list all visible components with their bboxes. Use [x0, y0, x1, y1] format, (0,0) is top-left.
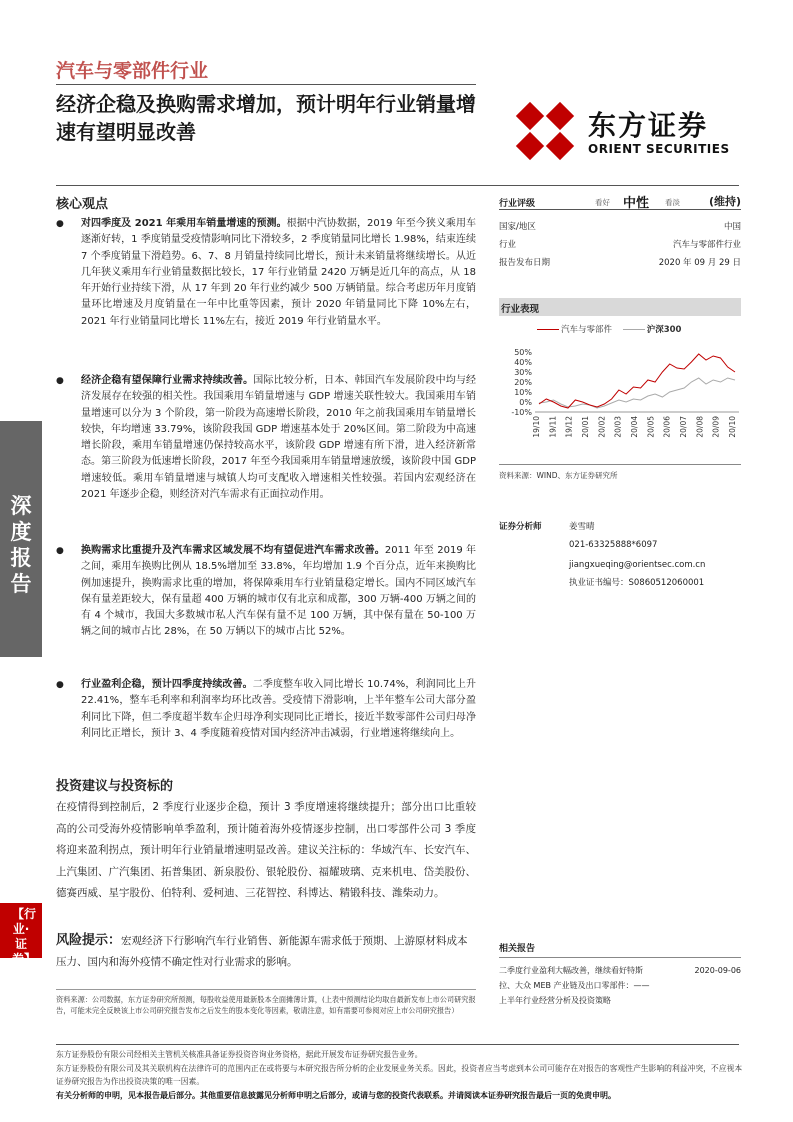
tag-label: 【行业·证券】 [12, 907, 37, 966]
bullet-dot-icon: ● [56, 680, 64, 690]
analyst-name: 姜雪晴 [569, 522, 595, 532]
main-divider [56, 185, 739, 186]
x-tick-label: 19/11 [548, 416, 558, 438]
bullet-text: 根据中汽协数据，2019 年至今狭义乘用车逐渐好转，1 季度销量受疫情影响同比下滑较多，2 季度销量同比增长 1.98%，结束连续 7 个季度销量下滑趋势。6、7、8 月销量持续同比增长，预计未来销量将继续增长。从近几年狭义乘用车行业销量数据比较长，17 年行业销量 2420 万辆是近几年的高点，从 18 年开始行业持续下滑，从 17 年到 20 年行业约减少 500 万辆销量。综合考虑历年月度销量环比增速及月度销量在一年中比重等因素，预计 2020 年销量同比下降 10%左右，2021 年行业销量同比增长 11%左右，接近 2019 年行业销量水平。 [81, 218, 476, 327]
risk-warning [56, 930, 476, 973]
x-tick-label: 20/01 [581, 416, 590, 438]
x-tick-label: 20/08 [695, 416, 705, 438]
bullet-text: 二季度整车收入同比增长 10.74%，利润同比上升 22.41%，整车毛利率和利润率均环比改善。受疫情下滑影响，上半年整车公司大部分盈利同比下降，但二季度超半数车企归母净利实现同比正增长，接近半数零部件公司归母净利同比正增长，预计 3、4 季度随着疫情对国内经济冲击减弱，行业增速将继续向上。 [81, 679, 477, 739]
bullet-paragraph [81, 543, 476, 641]
x-tick-label: 19/12 [564, 416, 574, 438]
info-key: 报告发布日期 [499, 258, 551, 268]
tag-sidebar [0, 903, 42, 966]
y-tick-label: 20% [514, 378, 532, 387]
rating-current: 中性 [623, 196, 650, 211]
related-item[interactable] [499, 979, 741, 992]
y-tick-label: -10% [511, 408, 532, 417]
core-bullet-2 [56, 373, 476, 503]
core-bullet-1 [56, 216, 476, 330]
rating-maintain: (维持) [708, 195, 741, 208]
chart-divider [499, 464, 741, 465]
company-logo [514, 100, 754, 164]
investment-title: 投资建议与投资标的 [56, 779, 174, 794]
x-tick-label: 20/02 [597, 416, 607, 438]
x-tick-label: 20/03 [613, 416, 623, 438]
source-divider [56, 989, 476, 990]
y-tick-label: 30% [514, 368, 532, 377]
footer-line-1: 东方证券股份有限公司经相关主管机关核准具备证券投资咨询业务资格，据此开展发布证券研究报告业务。 [56, 1050, 423, 1059]
core-views-title: 核心观点 [56, 197, 109, 212]
header-divider [56, 84, 476, 85]
x-tick-label: 20/04 [630, 416, 639, 438]
bullet-dot-icon: ● [56, 546, 64, 556]
bullet-dot-icon: ● [56, 376, 64, 386]
related-title: 相关报告 [499, 941, 741, 958]
info-value: 汽车与零部件行业 [672, 240, 741, 250]
footer-line-2: 东方证券股份有限公司及其关联机构在法律许可的范围内正在或将要与本研究报告所分析的企业发展业务关系。因此，投资者应当考虑到本公司可能存在对报告的客观性产生影响的利益冲突，不应视本证券研究报告为作出投资决策的唯一因素。 [56, 1063, 743, 1086]
bullet-lead: 换购需求比重提升及汽车需求区域发展不均有望促进汽车需求改善。 [81, 545, 385, 556]
bullet-paragraph [81, 677, 476, 742]
rating-label: 行业评级 [499, 199, 536, 209]
legend-series-1: 汽车与零部件 [561, 325, 613, 335]
bullet-lead: 行业盈利企稳，预计四季度持续改善。 [81, 679, 253, 690]
info-key: 行业 [499, 240, 517, 250]
core-bullet-3 [56, 543, 476, 641]
risk-text: 宏观经济下行影响汽车行业销售、新能源车需求低于预期、上游原材料成本压力、国内和海外疫情不确定性对行业需求的影响。 [56, 935, 468, 968]
bullet-text: 2011 年至 2019 年之间，乘用车换购比例从 18.5%增加至 33.8%，年均增加 1.9 个百分点，近年来换购比例加速提升，换购需求比重的增加，将保障乘用车行业销量稳定增长。国内不同区域汽车保有量差距较大，保有量超 400 万辆的城市仅有北京和成都，300 万辆-400 万辆之间的有 4 个城市，我国大多数城市私人汽车保有量不足 100 万辆，其中保有量在 50-100 万辆之间的城市占比 28%，在 50 万辆以下的城市占比 52%。 [81, 545, 477, 638]
rating-opt-good: 看好 [595, 198, 610, 207]
related-item-title: 拉、大众 MEB 产业链及出口零部件：—— [499, 981, 650, 990]
bullet-paragraph [81, 216, 476, 330]
sector-title: 汽车与零部件行业 [56, 60, 209, 82]
info-value: 2020 年 09 月 29 日 [658, 258, 741, 268]
series-line-2 [539, 378, 735, 408]
info-value: 中国 [723, 222, 741, 232]
x-tick-label: 20/06 [662, 416, 672, 438]
y-tick-label: 40% [514, 358, 532, 367]
logo-en-text: ORIENT SECURITIES [588, 142, 730, 156]
bullet-text: 国际比较分析，日本、韩国汽车发展阶段中均与经济发展存在较强的相关性。我国乘用车销量增速与 GDP 增速关联性较大。我国乘用车销量增速可以分为 3 个阶段，第一阶段为高速增长阶段，2010 年之前我国乘用车销量增长较快，年均增速 33.79%，该阶段我国 GDP 增速基本处于 20%区间。第二阶段为中高速增长阶段，乘用车销量增速仍保持较高水平，该阶段 GDP 增速有所下滑，进入经济新常态。第三阶段为低速增长阶段，2017 年至今我国乘用车销量增速放缓，该阶段中国 GDP 增速较低。乘用车销量增速与城镇人均可支配收入增速相关性较强。若国内宏观经济在 2021 年逐步企稳，则经济对汽车需求有正面拉动作用。 [81, 375, 477, 501]
investment-text: 在疫情得到控制后，2 季度行业逐步企稳，预计 3 季度增速将继续提升；部分出口比重较高的公司受海外疫情影响单季盈利，预计随着海外疫情逐步控制，出口零部件公司 3 季度将迎来盈利拐点，预计明年行业销量增速明显改善。建议关注标的：华域汽车、长安汽车、上汽集团、广汽集团、拓普集团、新泉股份、银轮股份、福耀玻璃、克来机电、岱美股份、德赛西威、星宇股份、伯特利、爱柯迪、三花智控、科博达、精锻科技、潍柴动力。 [56, 801, 476, 900]
core-bullet-4 [56, 677, 476, 742]
info-key: 国家/地区 [499, 222, 536, 232]
source-note: 资料来源：公司数据，东方证券研究所预测，每股收益使用最新股本全面摊薄计算，(上表中预测结论均取自最新发布上市公司研究报告，可能未完全反映该上市公司研究报告发布之后发生的股本变化等因素，敬请注意，如有需要可参阅对应上市公司研究报告） [56, 995, 476, 1015]
x-tick-label: 19/10 [532, 416, 541, 438]
performance-title: 行业表现 [499, 298, 741, 316]
logo-cn-text: 东方证券 [588, 109, 709, 142]
legend-series-2: 沪深300 [646, 325, 682, 335]
performance-chart [499, 340, 744, 452]
analyst-role: 证券分析师 [499, 522, 542, 532]
bullet-paragraph [81, 373, 476, 503]
footer-divider [56, 1044, 739, 1045]
related-item-date: 2020-09-06 [694, 966, 741, 975]
related-item[interactable] [499, 964, 741, 977]
footer-line-3: 有关分析师的申明，见本报告最后部分。其他重要信息披露见分析师申明之后部分，或请与您的投资代表联系。并请阅读本证券研究报告最后一页的免责申明。 [56, 1090, 616, 1100]
report-headline: 经济企稳及换购需求增加，预计明年行业销量增速有望明显改善 [56, 92, 476, 144]
bullet-lead: 经济企稳有望保障行业需求持续改善。 [81, 375, 254, 386]
report-type-sidebar [0, 421, 42, 657]
x-tick-label: 20/09 [711, 416, 721, 438]
legend-line-red [537, 329, 559, 330]
x-tick-label: 20/07 [679, 416, 688, 438]
footer [56, 1048, 746, 1102]
related-reports [499, 941, 741, 1009]
analyst-phone: 021-63325888*6097 [569, 540, 658, 550]
y-tick-label: 0% [519, 398, 532, 407]
legend-line-gray [623, 329, 645, 330]
y-tick-label: 50% [514, 348, 532, 357]
risk-label: 风险提示： [56, 933, 122, 948]
bullet-dot-icon: ● [56, 219, 64, 229]
x-tick-label: 20/05 [646, 416, 656, 438]
x-tick-label: 20/10 [728, 416, 737, 438]
related-item-title: 二季度行业盈利大幅改善，继续看好特斯 [499, 966, 643, 975]
chart-legend [537, 323, 681, 335]
y-tick-label: 10% [514, 388, 532, 397]
report-type-label: 深度报告 [10, 494, 32, 596]
related-item[interactable] [499, 994, 741, 1007]
analyst-cert: 执业证书编号：S0860512060001 [569, 578, 705, 588]
chart-source: 资料来源：WIND、东方证券研究所 [499, 471, 618, 480]
rating-opt-bad: 看淡 [665, 198, 680, 207]
related-item-title: 上半年行业经营分析及投资策略 [499, 996, 611, 1005]
logo-mark-icon [514, 100, 576, 162]
analyst-email[interactable]: jiangxueqing@orientsec.com.cn [569, 560, 706, 570]
bullet-lead: 对四季度及 2021 年乘用车销量增速的预测。 [81, 218, 287, 229]
rating-row [499, 192, 741, 210]
